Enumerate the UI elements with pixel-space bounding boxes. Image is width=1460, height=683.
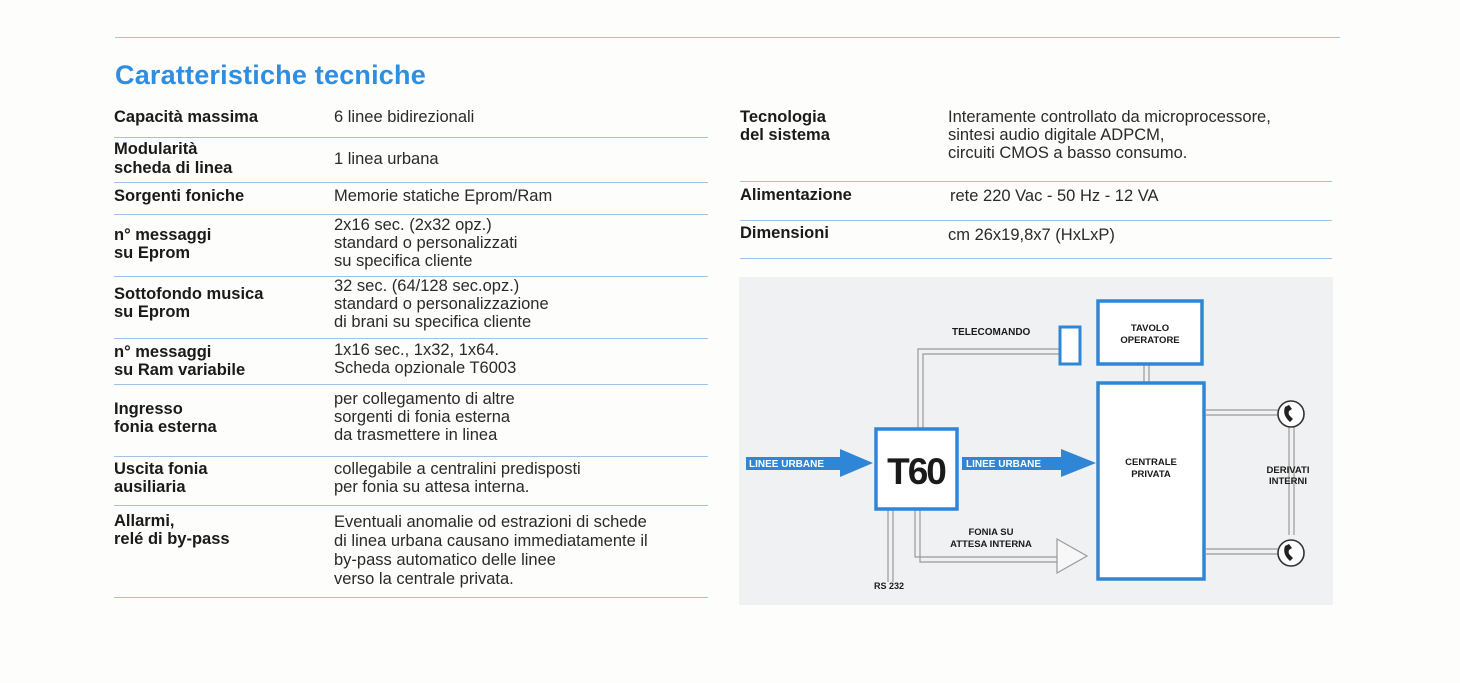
- tavolo-label-1: TAVOLO: [1130, 323, 1170, 334]
- diagram-svg: [739, 277, 1333, 605]
- left-spec-value: su specifica cliente: [334, 252, 473, 270]
- fonia-arrow: [1057, 539, 1087, 573]
- right-spec-label: Dimensioni: [740, 224, 829, 242]
- phone-icon-top: [1278, 401, 1304, 427]
- left-spec-label: Allarmi,: [114, 512, 175, 530]
- left-spec-value: collegabile a centralini predisposti: [334, 460, 581, 478]
- derivati-label-2: INTERNI: [1269, 476, 1307, 487]
- tavolo-label-2: OPERATORE: [1120, 335, 1180, 346]
- telecomando-label: TELECOMANDO: [952, 327, 1031, 338]
- left-spec-label: n° messaggi: [114, 343, 212, 361]
- t60-label: T60: [887, 451, 945, 492]
- left-spec-label: Modularità: [114, 140, 198, 158]
- left-spec-value: 2x16 sec. (2x32 opz.): [334, 216, 492, 234]
- left-spec-value: per collegamento di altre: [334, 390, 515, 408]
- left-spec-value: Memorie statiche Eprom/Ram: [334, 187, 553, 205]
- left-spec-row: [114, 505, 708, 598]
- left-spec-row: [114, 214, 708, 277]
- phone-icon-bottom: [1278, 540, 1304, 566]
- left-spec-label: su Eprom: [114, 244, 191, 262]
- linee-out-label: LINEE URBANE: [966, 459, 1042, 470]
- right-spec-label: del sistema: [740, 126, 830, 144]
- left-spec-row: [114, 276, 708, 339]
- left-spec-row: [114, 104, 708, 138]
- right-spec-label: Alimentazione: [740, 186, 852, 204]
- left-spec-label: n° messaggi: [114, 226, 212, 244]
- rs232-label: RS 232: [874, 581, 905, 591]
- left-spec-value: standard o personalizzati: [334, 234, 518, 252]
- left-spec-row: [114, 338, 708, 385]
- left-spec-label: relé di by-pass: [114, 530, 230, 548]
- left-spec-value: by-pass automatico delle linee: [334, 551, 556, 569]
- left-spec-value: verso la centrale privata.: [334, 570, 514, 588]
- right-spec-row: [740, 104, 1332, 182]
- right-spec-row: [740, 220, 1332, 259]
- section-title: Caratteristiche tecniche: [115, 60, 426, 90]
- left-spec-value: da trasmettere in linea: [334, 426, 498, 444]
- right-spec-label: Tecnologia: [740, 108, 826, 126]
- left-spec-value: sorgenti di fonia esterna: [334, 408, 511, 426]
- left-spec-label: Capacità massima: [114, 108, 258, 126]
- system-diagram: [739, 277, 1333, 605]
- fonia-label-1: FONIA SU: [968, 527, 1014, 538]
- left-spec-label: scheda di linea: [114, 159, 233, 177]
- centrale-label-2: PRIVATA: [1131, 469, 1171, 480]
- left-spec-value: di brani su specifica cliente: [334, 313, 532, 331]
- left-spec-row: [114, 384, 708, 457]
- linee-in-arrow: [840, 449, 873, 477]
- linee-in-label: LINEE URBANE: [749, 459, 825, 470]
- right-spec-table: [740, 104, 1332, 259]
- centrale-label-1: CENTRALE: [1125, 457, 1177, 468]
- telecomando-box: [1060, 327, 1080, 364]
- left-spec-label: Uscita fonia: [114, 460, 208, 478]
- left-spec-value: di linea urbana causano immediatamente il: [334, 532, 648, 550]
- left-spec-label: su Ram variabile: [114, 361, 246, 379]
- left-spec-label: su Eprom: [114, 303, 191, 321]
- left-spec-value: Eventuali anomalie od estrazioni di schede: [334, 513, 647, 531]
- right-spec-row: [740, 181, 1332, 221]
- right-spec-value: Interamente controllato da microprocessore,: [948, 108, 1271, 126]
- fonia-label-2: ATTESA INTERNA: [950, 539, 1032, 550]
- left-spec-label: fonia esterna: [114, 418, 217, 436]
- left-spec-label: Sorgenti foniche: [114, 187, 245, 205]
- left-spec-label: Ingresso: [114, 400, 183, 418]
- left-spec-value: standard o personalizzazione: [334, 295, 549, 313]
- left-spec-label: ausiliaria: [114, 478, 186, 496]
- left-spec-value: 32 sec. (64/128 sec.opz.): [334, 277, 520, 295]
- derivati-label-1: DERIVATI: [1266, 465, 1310, 476]
- centrale-privata-box: [1098, 383, 1204, 579]
- right-spec-value: sintesi audio digitale ADPCM,: [948, 126, 1165, 144]
- right-spec-value: rete 220 Vac - 50 Hz - 12 VA: [950, 187, 1159, 205]
- left-spec-value: Scheda opzionale T6003: [334, 359, 517, 377]
- left-spec-label: Sottofondo musica: [114, 285, 264, 303]
- left-spec-value: per fonia su attesa interna.: [334, 478, 530, 496]
- top-rule: [115, 37, 1340, 38]
- left-spec-value: 1x16 sec., 1x32, 1x64.: [334, 341, 500, 359]
- linee-out-arrow: [1061, 449, 1096, 477]
- left-spec-table: [114, 104, 708, 600]
- left-spec-value: 1 linea urbana: [334, 150, 439, 168]
- left-spec-row: [114, 182, 708, 215]
- left-spec-row: [114, 137, 708, 183]
- right-spec-value: cm 26x19,8x7 (HxLxP): [948, 226, 1115, 244]
- left-spec-row: [114, 456, 708, 506]
- left-spec-value: 6 linee bidirezionali: [334, 108, 475, 126]
- right-spec-value: circuiti CMOS a basso consumo.: [948, 144, 1188, 162]
